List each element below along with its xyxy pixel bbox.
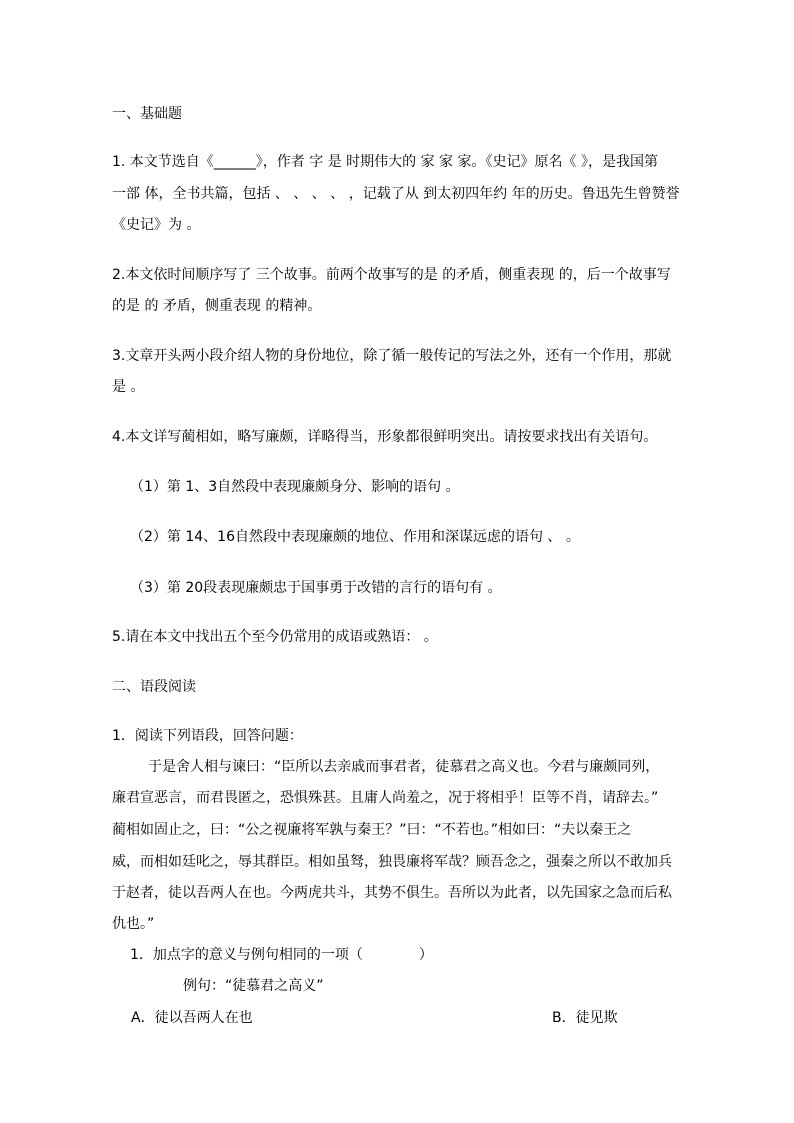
- section-2-title: 二、语段阅读: [112, 679, 196, 695]
- passage-line-4: 威，而相如廷叱之，辱其群臣。相如虽驽，独畏廉将军哉？顾吾念之，强秦之所以不敢加兵: [112, 854, 672, 870]
- passage-line-1: 于是舍人相与谏曰：“臣所以去亲戚而事君者，徒慕君之高义也。今君与廉颇同列，: [148, 759, 660, 775]
- question-5-line-1: 5.请在本文中找出五个至今仍常用的成语或熟语： 。: [112, 629, 438, 645]
- option-b: B．徒见欺: [552, 1010, 618, 1026]
- question-2-line-2: 的是 的 矛盾，侧重表现 的精神。: [112, 298, 322, 314]
- question-3-line-2: 是 。: [112, 379, 145, 395]
- question-3-line-1: 3.文章开头两小段介绍人物的身份地位，除了循一般传记的写法之外，还有一个作用，那就: [112, 348, 672, 364]
- question-2-line-1: 2.本文依时间顺序写了 三个故事。前两个故事写的是 的矛盾，侧重表现 的，后一个故事写: [112, 267, 671, 283]
- question-4-sub-1: （1）第 1、3自然段中表现廉颇身分、影响的语句 。: [130, 479, 460, 495]
- passage-line-6: 仇也。”: [112, 916, 155, 932]
- question-4-sub-2: （2）第 14、16自然段中表现廉颇的地位、作用和深谋远虑的语句 、 。: [130, 529, 580, 545]
- question-4-sub-3: （3）第 20段表现廉颇忠于国事勇于改错的言行的语句有 。: [130, 580, 502, 596]
- section-1-title: 一、基础题: [112, 106, 182, 122]
- question-1-line-1: 1. 本文节选自《______》，作者 字 是 时期伟大的 家 家 家。《史记》原名《 》，是我国第: [112, 154, 658, 170]
- example-sentence: 例句：“徒慕君之高义”: [183, 978, 324, 994]
- reading-question-intro: 1．阅读下列语段，回答问题：: [112, 728, 303, 744]
- passage-line-5: 于赵者，徒以吾两人在也。今两虎共斗，其势不俱生。吾所以为此者，以先国家之急而后私: [112, 885, 672, 901]
- question-4-line-1: 4.本文详写蔺相如，略写廉颇，详略得当，形象都很鲜明突出。请按要求找出有关语句。: [112, 429, 658, 445]
- sub-question-1: 1．加点字的意义与例句相同的一项（ ）: [130, 947, 433, 963]
- question-1-line-3: 《史记》为 。: [112, 217, 201, 233]
- question-1-line-2: 一部 体，全书共篇，包括 、 、 、 、 ，记载了从 到太初四年约 年的历史。鲁迅先生曾赞誉: [112, 186, 680, 202]
- option-a: A．徒以吾两人在也: [131, 1010, 253, 1026]
- passage-line-2: 廉君宣恶言，而君畏匿之，恐惧殊甚。且庸人尚羞之，况于将相乎！臣等不肖，请辞去。”: [112, 790, 659, 806]
- passage-line-3: 蔺相如固止之，曰：“公之视廉将军孰与秦王？”曰：“不若也。”相如曰：“夫以秦王之: [112, 822, 632, 838]
